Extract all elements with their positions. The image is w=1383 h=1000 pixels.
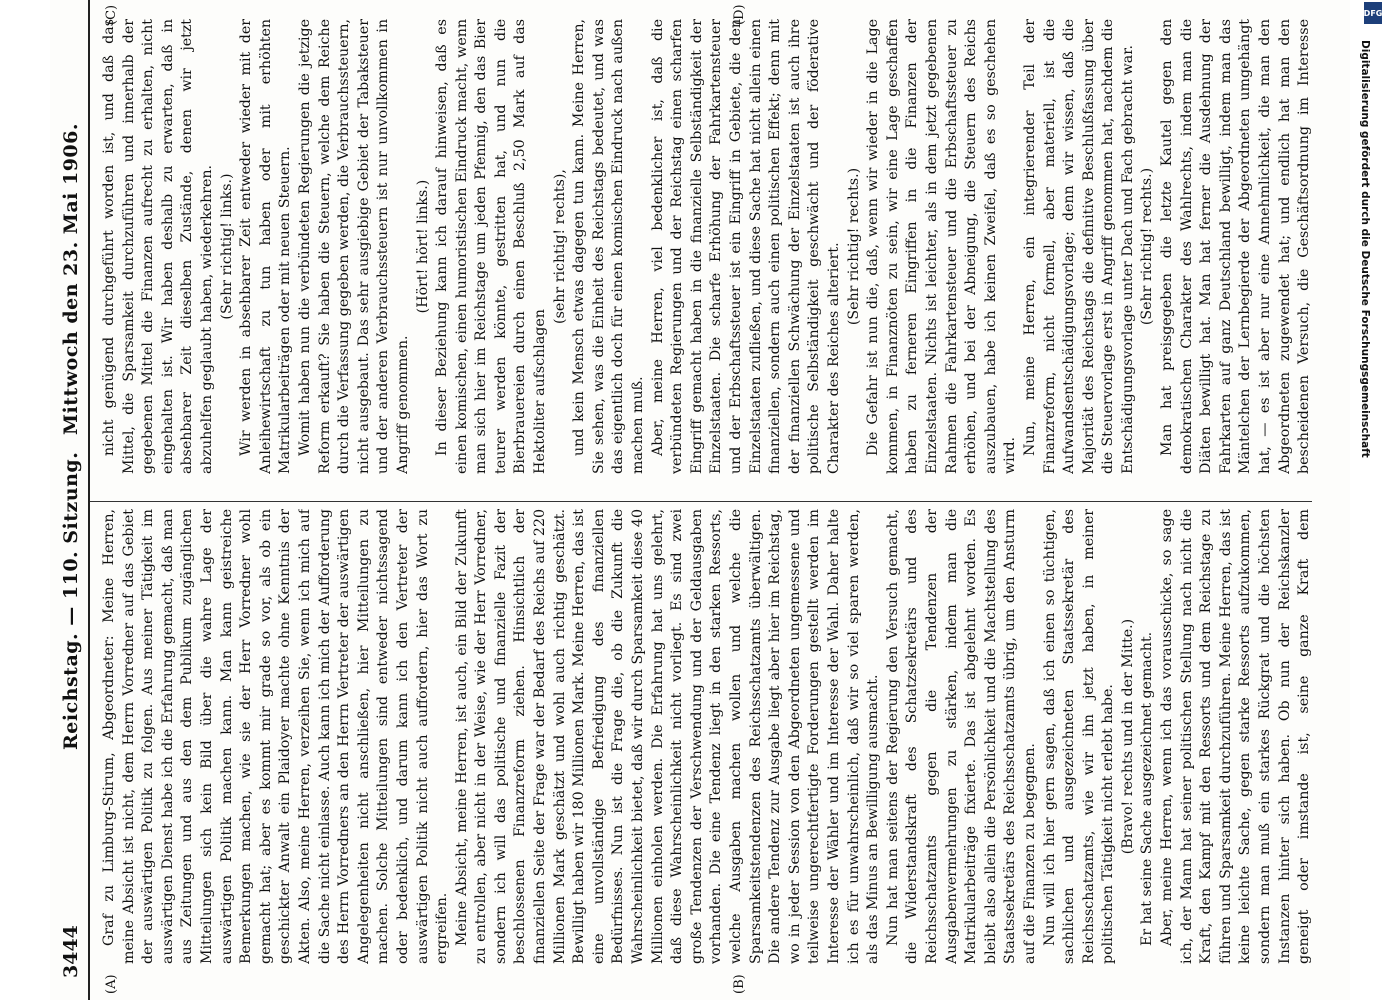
document-page [50, 0, 1350, 1000]
right-text-column [100, 19, 1312, 474]
paragraph: Graf zu Limburg-Stirum, Abgeordneter: Meine Herren, meine Absicht ist nicht, dem Herrn Vorredner auf das Gebiet der auswärtigen Politik zu folgen. Aus meiner Tätigkeit im auswärtigen Dienst habe ich die Erfahrung gemacht, daß man aus Zeitungen und aus den dem Publikum zugänglichen Mitteilungen sich kein Bild über die wahre Lage der auswärtigen Politik machen kann. Man kann geistreiche Bemerkungen machen, wie sie der Herr Vorredner wohl gemacht hat; aber es kommt mir grade so vor, als ob ein geschickter Anwalt ein Plaidoyer machte ohne Kenntnis der Akten. Also, meine Herren, verzeihen Sie, wenn ich mich auf die Sache nicht einlasse. Auch kann ich mich der Aufforderung des Herrn Vorredners an den Herrn Vertreter der auswärtigen Angelegenheiten nicht anschließen, hier Mitteilungen zu machen. Solche Mitteilungen sind entweder nichtssagend oder bedenklich, und darum kann ich den Vertreter der auswärtigen Politik nicht auch auffordern, hier das Wort zu ergreifen. [101, 509, 451, 964]
paragraph: Man hat preisgegeben die letzte Kautel gegen den demokratischen Charakter des Wahlrechts, indem man die Diäten bewilligt hat. Man hat ferner die Ausdehnung der Fahrkarten auf ganz Deutschland bewilligt, indem man das Mäntelchen der Lernbegierde der Abgeordneten umgehängt hat, — es ist aber nur eine Annehmlichkeit, die man den Abgeordneten zugewendet hat; und endlich hat man den bescheidenen Versuch, die Geschäftsordnung im Interesse [1159, 19, 1312, 474]
interjection: (Sehr richtig! rechts.) [845, 167, 862, 326]
paragraph: Die Gefahr ist nun die, daß, wenn wir wieder in die Lage kommen, in Finanznöten zu sein, wir eine Lage geschaffen haben zu ferneren Eingriffen in die Finanzen der Einzelstaaten. Nichts ist leichter, als in dem jetzt gegebenen Rahmen die Fahrkartensteuer und die Erbschaftssteuer zu erhöhen, und bei der Abneigung, die Steuern des Reichs auszubauen, habe ich keinen Zweifel, daß es so geschehen wird. [865, 19, 1019, 474]
interjection: (Sehr richtig! links.) [218, 173, 235, 320]
page-header [50, 0, 90, 1000]
interjection: (Hört! hört! links.) [414, 179, 431, 314]
interjection: (sehr richtig! rechts), [551, 169, 568, 324]
digitization-credit-text: Digitalisierung gefördert durch die Deutsche Forschungsgemeinschaft [1359, 40, 1371, 458]
paragraph: Nun hat man seitens der Regierung den Versuch gemacht, die Widerstandskraft des Schatzsekretärs und des Reichsschatzamts gegen die Tendenzen der Ausgabenvermehrungen zu stärken, indem man die Matrikularbeiträge fixierte. Das ist abgelehnt worden. Es bleibt also allein die Persönlichkeit und die Machtstellung des Staatssekretärs des Reichsschatzamts übrig, um den Ansturm auf die Finanzen zu begegnen. [884, 509, 1038, 964]
paragraph: Aber, meine Herren, wenn ich das vorausschicke, so sage ich, der Mann hat seiner politischen Stellung nach nicht die Kraft, den Kampf mit den Ressorts und dem Reichstage zu führen und Sparsamkeit durchzuführen. Meine Herren, das ist keine leichte Sache, gegen starke Ressorts aufzukommen, sondern man muß ein starkes Rückgrat und die höchsten Instanzen hinter sich haben. Ob nun der Reichskanzler geneigt oder imstande ist, seine ganze Kraft dem [1159, 509, 1312, 964]
paragraph: nicht genügend durchgeführt worden ist, und daß das Mittel, die Sparsamkeit durchzuführen und innerhalb der gegebenen Mittel die Finanzen aufrecht zu erhalten, nicht eingehalten ist. Wir haben deshalb zu erwarten, daß in absehbarer Zeit dieselben Zustände, denen wir jetzt abzuhelfen geglaubt haben, wiederkehren. [101, 19, 215, 474]
paragraph: Nun will ich hier gern sagen, daß ich einen so tüchtigen, sachlichen und ausgezeichneten Staatssekretär des Reichsschatzamts, wie wir ihn jetzt haben, in meiner politischen Tätigkeit nicht erlebt habe. [1041, 509, 1117, 964]
margin-marker-b: (B) [732, 974, 747, 994]
paragraph: Womit haben nun die verbündeten Regierungen die jetzige Reform erkauft? Sie haben die Steuern, welche dem Reiche durch die Verfassung gegeben werden, die Verbrauchssteuern, nicht ausgebaut. Das sehr ausgiebige Gebiet der Tabaksteuer und der anderen Verbrauchssteuern ist nur unvollkommen in Angriff genommen. [296, 19, 411, 474]
paragraph: Nun, meine Herren, ein integrierender Teil der Finanzreform, nicht formell, aber materiell, ist die Aufwandsentschädigungsvorlage; denn wir wissen, daß die Majorität des Reichstags die definitive Beschlußfassung über die Steuervorlage erst in Angriff genommen hat, nachdem die Entschädigungsvorlage unter Dach und Fach gebracht war. [1021, 19, 1136, 474]
digitization-credit [1353, 30, 1375, 985]
paragraph: Wir werden in absehbarer Zeit entweder wieder mit der Anleihewirtschaft zu tun haben oder mit erhöhten Matrikularbeiträgen oder mit neuen Steuern. [238, 19, 294, 474]
dfg-logo: DFG [1364, 2, 1382, 24]
paragraph: Meine Absicht, meine Herren, ist auch, ein Bild der Zukunft zu entrollen, aber nicht in der Weise, wie der Herr Vorredner, sondern ich will das politische und finanzielle Fazit der beschlossenen Finanzreform ziehen. Hinsichtlich der finanziellen Seite der Frage war der Bedarf des Reichs auf 220 Millionen Mark geschätzt und wohl auch richtig geschätzt. Bewilligt haben wir 180 Millionen Mark. Meine Herren, das ist eine unvollständige Befriedigung des finanziellen Bedürfnisses. Nun ist die Frage die, ob die Zukunft die Wahrscheinlichkeit bietet, daß wir durch Sparsamkeit diese 40 Millionen einholen werden. Die Erfahrung hat uns gelehrt, daß diese Wahrscheinlichkeit nicht vorliegt. Es sind zwei große Tendenzen der Verschwendung und der Geldausgaben vorhanden. Die eine Tendenz liegt in den starken Ressorts, welche Ausgaben machen wollen und welche die Sparsamkeitstendenzen des Reichsschatzamts überwältigen. Die andere Tendenz zur Ausgabe liegt aber hier im Reichstag, wo in jeder Session von den Abgeordneten ungemessene und teilweise ungerechtfertigte Forderungen gestellt werden im Interesse der Wähler und im Interesse der Wahl. Daher halte ich es für unwahrscheinlich, daß wir so viel sparen werden, als das Minus an Bewilligung ausmacht. [453, 509, 882, 964]
page-number: 3444 [60, 925, 82, 978]
margin-marker-d: (D) [732, 4, 747, 25]
session-title: Reichstag. — 110. Sitzung. [60, 451, 82, 750]
session-date: Mittwoch den 23. Mai 1906. [60, 123, 82, 435]
paragraph: Er hat seine Sache ausgezeichnet gemacht. [1139, 631, 1156, 946]
left-text-column [100, 509, 1312, 964]
paragraph: In dieser Beziehung kann ich darauf hinweisen, daß es einen komischen, einen humoristischen Eindruck macht, wenn man sich hier im Reichstage um jeden Pfennig, den das Bier teurer werden könnte, gestritten hat, und nun die Bierbrauereien durch einen Beschluß 2,50 Mark auf das Hektoliter aufschlagen [434, 19, 549, 474]
paragraph: Aber, meine Herren, viel bedenklicher ist, daß die verbündeten Regierungen und der Reichstag einen scharfen Eingriff gemacht haben in die finanzielle Selbständigkeit der Einzelstaaten. Die scharfe Erhöhung der Fahrkartensteuer und der Erbschaftssteuer ist ein Eingriff in Gebiete, die den Einzelstaaten zufließen, und diese Sache hat nicht allein einen finanziellen, sondern auch einen politischen Effekt; denn mit der finanziellen Schwächung der Einzelstaaten ist auch ihre politische Selbständigkeit geschwächt und der föderative Charakter des Reiches alteriert. [649, 19, 842, 474]
interjection: (Sehr richtig! rechts.) [1139, 167, 1156, 326]
margin-marker-a: (A) [104, 974, 119, 994]
paragraph: und kein Mensch etwas dagegen tun kann. Meine Herren, Sie sehen, was die Einheit des Reichstags bedeutet, und was das eigentlich doch für einen komischen Eindruck nach außen machen muß. [571, 19, 647, 474]
margin-marker-c: (C) [104, 4, 119, 25]
column-divider [90, 501, 1312, 502]
interjection: (Bravo! rechts und in der Mitte.) [1119, 618, 1136, 855]
